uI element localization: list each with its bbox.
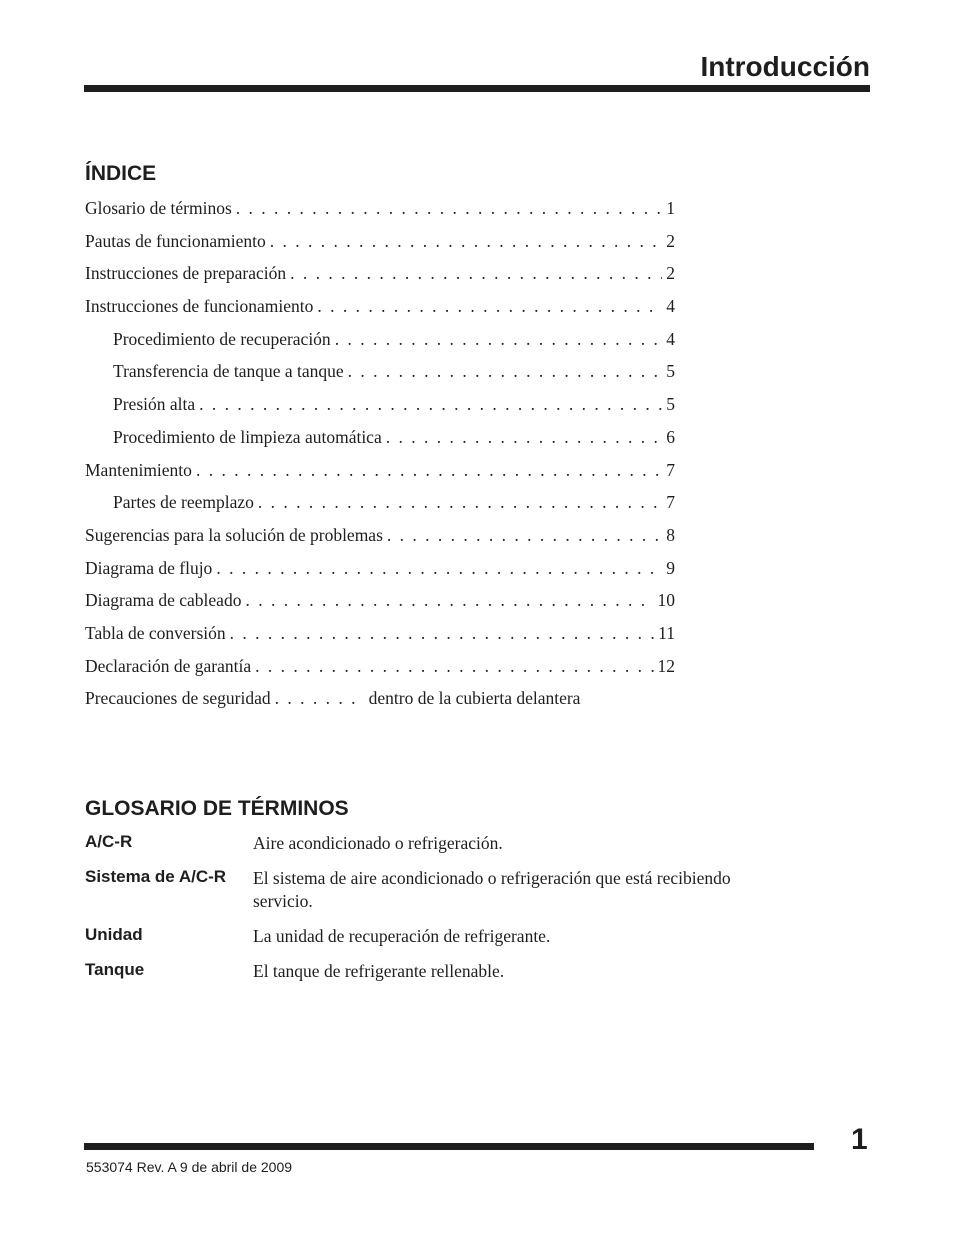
page-title: Introducción (700, 51, 870, 82)
glossary-definition: El sistema de aire acondicionado o refrigeración que está recibiendo servicio. (253, 868, 731, 911)
glossary-term: Tanque (85, 960, 145, 979)
toc-entry[interactable] (85, 651, 675, 684)
toc-leader (348, 356, 663, 386)
toc-entry-page: 4 (666, 328, 675, 349)
toc-leader (230, 618, 654, 648)
glossary-definition: El tanque de refrigerante rellenable. (253, 961, 505, 981)
toc-entry-page: 7 (666, 492, 675, 513)
glossary-definition: Aire acondicionado o refrigeración. (253, 833, 503, 853)
toc-entry-title: Instrucciones de preparación (85, 263, 287, 284)
toc-entry-page: dentro de la cubierta delantera (368, 688, 581, 709)
toc-entry[interactable] (85, 291, 675, 324)
toc-entry-page: 4 (666, 296, 675, 317)
toc-entry-title: Glosario de términos (85, 198, 232, 218)
document-revision-info: 553074 Rev. A 9 de abril de 2009 (86, 1159, 293, 1175)
toc-entry-title: Tabla de conversión (85, 622, 226, 643)
toc-leader (290, 258, 662, 288)
toc-entry-title: Declaración de garantía (85, 655, 252, 676)
toc-entry-title: Diagrama de cableado (85, 590, 242, 611)
toc-leader (255, 651, 653, 681)
glossary-term: Unidad (85, 925, 143, 944)
toc-entry-title: Instrucciones de funcionamiento (85, 296, 314, 317)
toc-leader (335, 324, 663, 354)
glossary-item (85, 958, 785, 983)
toc-leader (386, 422, 663, 452)
toc-entry-title: Pautas de funcionamiento (85, 230, 266, 251)
toc-entry-page: 1 (666, 198, 675, 218)
toc-leader (258, 487, 662, 517)
toc-entry-page: 7 (666, 459, 675, 480)
glossary-term: A/C-R (85, 832, 133, 851)
toc-entry-title: Partes de reemplazo (113, 492, 254, 513)
toc-leader (216, 553, 662, 583)
glossary-item (85, 865, 785, 913)
toc-leader (245, 585, 653, 615)
toc-subentry[interactable] (85, 487, 675, 520)
toc-subentry[interactable] (85, 356, 675, 389)
glossary-item (85, 830, 785, 855)
toc-entry[interactable] (85, 585, 675, 618)
toc-entry[interactable] (85, 618, 675, 651)
glossary-term: Sistema de A/C-R (85, 867, 227, 886)
toc-subentry[interactable] (85, 324, 675, 357)
toc-entry-page: 5 (666, 394, 675, 415)
toc-entry-page: 9 (666, 557, 675, 578)
toc-entry[interactable] (85, 520, 675, 553)
toc-entry[interactable] (85, 683, 675, 716)
toc-entry-title: Sugerencias para la solución de problemas (85, 524, 383, 545)
toc-leader (387, 520, 662, 550)
toc-heading: ÍNDICE (85, 162, 157, 185)
glossary-heading: GLOSARIO DE TÉRMINOS (85, 797, 349, 820)
header-rule (84, 85, 870, 92)
toc-entry[interactable] (85, 553, 675, 586)
page-number: 1 (851, 1123, 868, 1156)
toc-entry-page: 12 (657, 655, 675, 676)
toc-entry-page: 6 (666, 426, 675, 447)
toc-leader (196, 455, 662, 485)
toc-entry[interactable] (85, 193, 675, 226)
toc-subentry[interactable] (85, 389, 675, 422)
glossary-definition: La unidad de recuperación de refrigerante. (253, 926, 551, 946)
toc-entry-page: 8 (666, 524, 675, 545)
toc-entry-title: Presión alta (113, 394, 196, 415)
toc-leader (317, 291, 662, 321)
toc-entry-title: Transferencia de tanque a tanque (113, 361, 344, 382)
toc-leader (270, 226, 662, 256)
toc-entry-title: Procedimiento de recuperación (113, 328, 331, 349)
toc-leader (236, 193, 662, 223)
toc-entry[interactable] (85, 258, 675, 291)
toc-leader (275, 683, 365, 713)
toc-entry-page: 2 (666, 230, 675, 251)
toc-leader (199, 389, 662, 419)
toc-entry-title: Diagrama de flujo (85, 557, 213, 578)
table-of-contents (85, 193, 675, 716)
footer-rule (84, 1143, 814, 1150)
toc-entry[interactable] (85, 226, 675, 259)
toc-entry-title: Precauciones de seguridad (85, 688, 271, 709)
toc-entry[interactable] (85, 455, 675, 488)
glossary (85, 830, 785, 993)
toc-entry-page: 2 (666, 263, 675, 284)
glossary-item (85, 923, 785, 948)
toc-entry-page: 5 (666, 361, 675, 382)
toc-entry-title: Procedimiento de limpieza automática (113, 426, 382, 447)
toc-entry-page: 10 (657, 590, 675, 611)
toc-entry-title: Mantenimiento (85, 459, 192, 480)
toc-subentry[interactable] (85, 422, 675, 455)
toc-entry-page: 11 (658, 622, 675, 643)
